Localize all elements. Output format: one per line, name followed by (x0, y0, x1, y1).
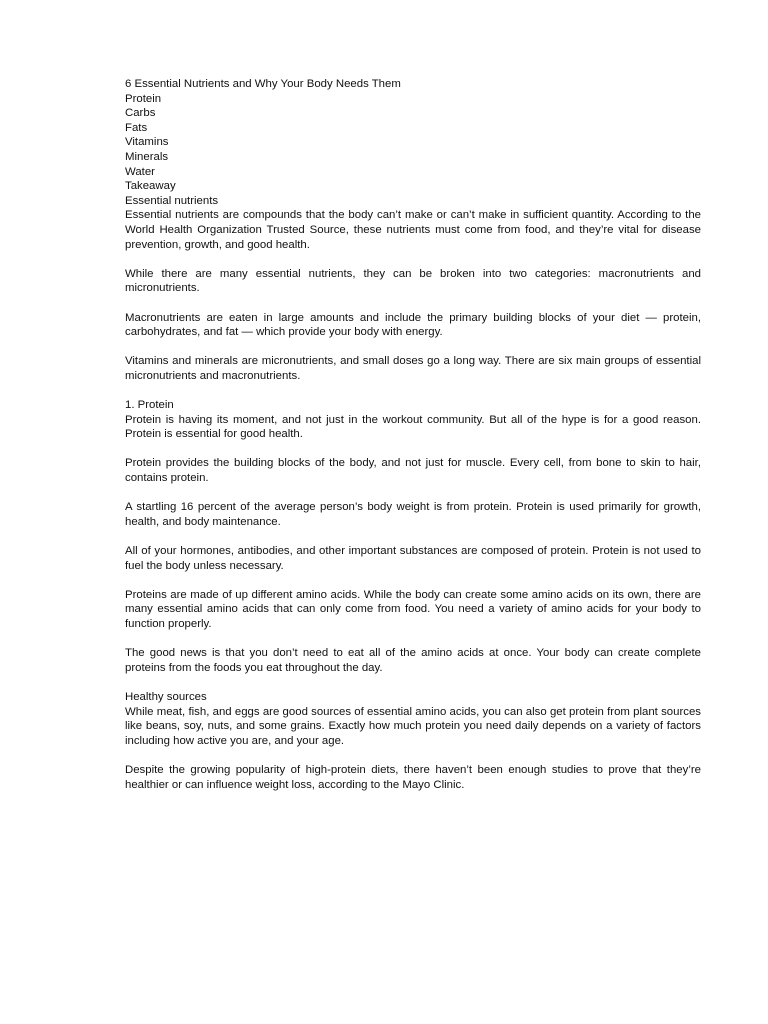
paragraph: All of your hormones, antibodies, and other important substances are composed of protein. Protein is not used to fuel the body unless necessary. (125, 545, 701, 572)
paragraph: Protein provides the building blocks of the body, and not just for muscle. Every cell, from bone to skin to hair, contains protein. (125, 457, 701, 485)
toc-item-carbs: Carbs (125, 107, 156, 120)
toc-item-takeaway: Takeaway (125, 180, 176, 193)
paragraph-gap (125, 675, 701, 690)
section-heading-essential-nutrients: Essential nutrients (125, 194, 219, 207)
paragraph-gap (125, 442, 701, 457)
paragraph: Proteins are made of up different amino acids. While the body can create some amino acids on its own, there are many essential amino acids that can only come from food. You need a variety of amino acids for your body to function properly. (125, 588, 701, 630)
paragraph: Protein is having its moment, and not just in the workout community. But all of the hype is for a good reason. Protein is essential for good health. (125, 413, 701, 441)
paragraph: The good news is that you don’t need to eat all of the amino acids at once. Your body can create complete proteins from the foods you eat throughout the day. (125, 647, 701, 674)
paragraph: Vitamins and minerals are micronutrients, and small doses go a long way. There are six main groups of essential micronutrients and macronutrients. (125, 355, 701, 382)
paragraph: Macronutrients are eaten in large amounts and include the primary building blocks of your diet — protein, carbohydrates, and fat — which provide your body with energy. (125, 311, 701, 339)
table-of-contents (125, 92, 701, 194)
paragraph-gap (125, 529, 701, 544)
toc-item-minerals: Minerals (125, 150, 169, 163)
toc-item-vitamins: Vitamins (125, 136, 169, 149)
section-heading-protein: 1. Protein (125, 399, 174, 412)
paragraph: While meat, fish, and eggs are good sources of essential amino acids, you can also get protein from plant sources like beans, soy, nuts, and some grains. Exactly how much protein you need daily depends on a variety of factors including how active you are, and your age. (125, 705, 701, 747)
paragraph-gap (125, 296, 701, 311)
paragraph-gap (125, 573, 701, 588)
paragraph-gap (125, 252, 701, 267)
paragraph-gap (125, 340, 701, 355)
paragraph: Despite the growing popularity of high-protein diets, there haven’t been enough studies to prove that they’re healthier or can influence weight loss, according to the Mayo Clinic. (125, 763, 701, 791)
paragraph-gap (125, 486, 701, 501)
paragraph: A startling 16 percent of the average person’s body weight is from protein. Protein is used primarily for growth, health, and body maintenance. (125, 501, 701, 528)
paragraph-gap (125, 748, 701, 763)
paragraph: Essential nutrients are compounds that the body can’t make or can’t make in sufficient quantity. According to the World Health Organization Trusted Source, these nutrients must come from food, and they’re vital for disease prevention, growth, and good health. (125, 209, 701, 251)
paragraph-gap (125, 383, 701, 398)
toc-item-protein: Protein (125, 92, 162, 105)
document-page (125, 77, 701, 792)
paragraph: While there are many essential nutrients, they can be broken into two categories: macronutrients and micronutrients. (125, 267, 701, 295)
toc-item-fats: Fats (125, 121, 148, 134)
paragraph-gap (125, 632, 701, 647)
toc-item-water: Water (125, 165, 155, 178)
section-heading-healthy-sources: Healthy sources (125, 690, 207, 703)
document-title: 6 Essential Nutrients and Why Your Body Needs Them (125, 78, 401, 90)
